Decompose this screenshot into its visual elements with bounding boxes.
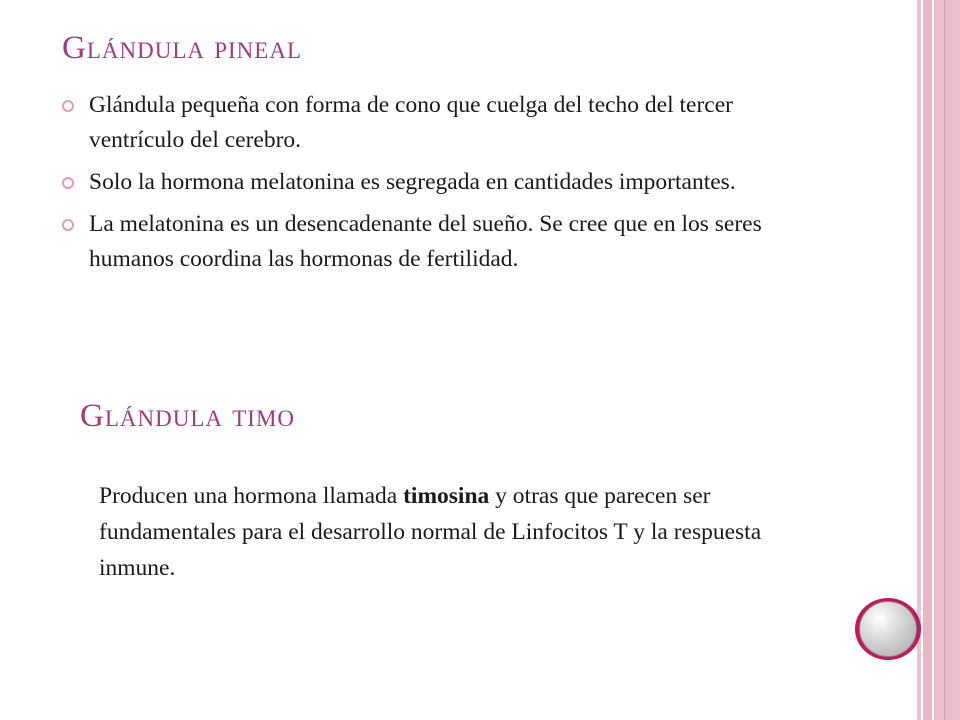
paragraph-text-end: y otras que parecen ser fundamentales para el desarrollo normal de Linfocitos T y la respuesta inmune. — [99, 483, 762, 581]
paragraph-bold-term: timosina — [403, 483, 490, 509]
bullet-icon — [62, 219, 74, 231]
bullet-icon — [62, 100, 74, 112]
bullet-icon — [62, 177, 74, 189]
bullet-list — [62, 88, 822, 284]
bullet-item — [62, 207, 822, 277]
button-face — [859, 601, 917, 657]
paragraph-text-start: Producen una hormona llamada — [99, 483, 404, 509]
round-gray-button-icon[interactable] — [855, 598, 921, 660]
slide-title-timo: Glándula timo — [80, 398, 295, 434]
bullet-text: La melatonina es un desencadenante del sueño. Se cree que en los seres humanos coordina las hormonas de fertilidad. — [89, 211, 762, 272]
bullet-item — [62, 88, 822, 158]
bullet-text: Solo la hormona melatonina es segregada en cantidades importantes. — [89, 169, 736, 195]
right-border-band — [934, 0, 960, 720]
right-border-line — [944, 0, 945, 720]
right-border-stripe — [923, 0, 932, 720]
bullet-text: Glándula pequeña con forma de cono que cuelga del techo del tercer ventrículo del cerebro. — [89, 92, 733, 153]
slide-title-pineal: Glándula pineal — [62, 30, 302, 66]
bullet-item — [62, 165, 822, 200]
timo-paragraph — [99, 478, 779, 586]
